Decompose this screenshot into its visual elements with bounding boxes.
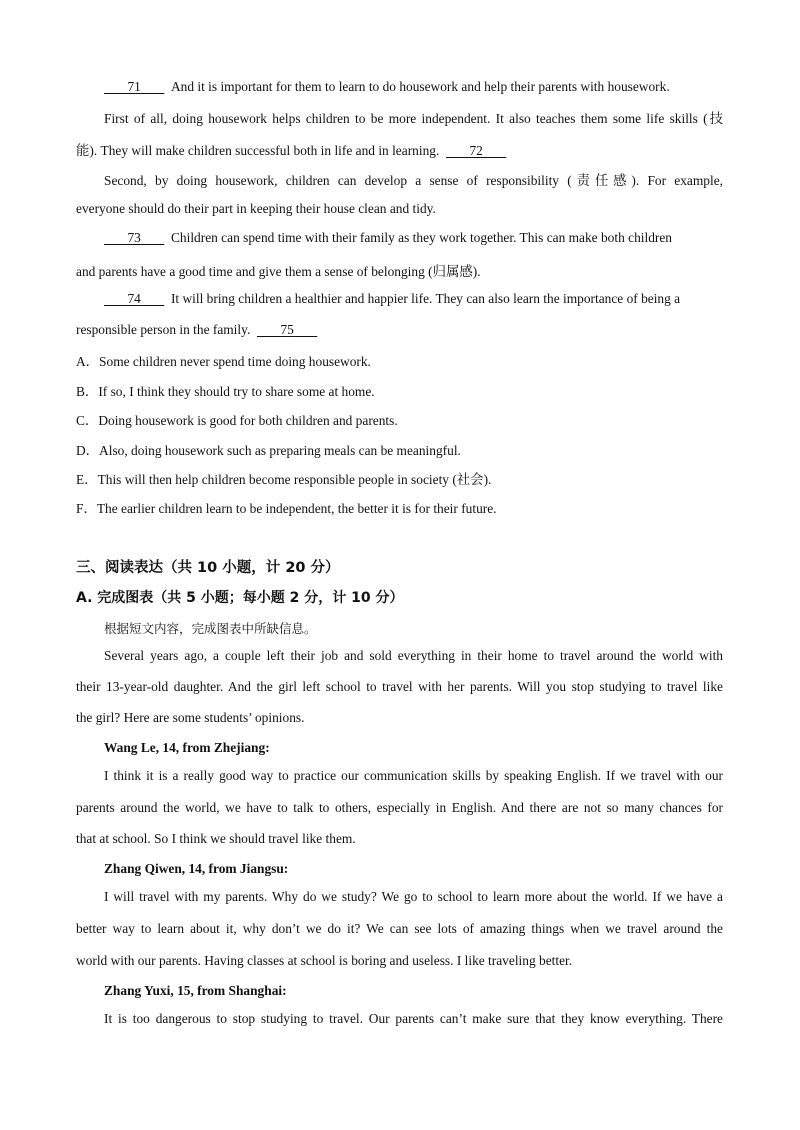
passage-line-75 xyxy=(76,322,317,338)
passage-text: responsible person in the family. xyxy=(76,322,251,337)
reading-line: world with our parents. Having classes at school is boring and useless. I like traveling better. xyxy=(76,953,573,968)
passage-text: It will bring children a healthier and happier life. They can also learn the importance of being a xyxy=(170,291,681,306)
reading-line: their 13-year-old daughter. And the girl left school to travel with her parents. Will you stop studying to travel like xyxy=(76,679,723,694)
reading-line: better way to learn about it, why don’t we do it? We can see lots of amazing things when we travel around the xyxy=(76,921,723,936)
passage-line: and parents have a good time and give them a sense of belonging (归属感). xyxy=(76,264,481,279)
passage-line-72 xyxy=(76,140,506,159)
reading-line: I think it is a really good way to practice our communication skills by speaking English. If we travel with our xyxy=(104,768,723,783)
option-b: B．If so, I think they should try to share some at home. xyxy=(76,384,375,399)
option-a: A．Some children never spend time doing housework. xyxy=(76,354,371,369)
student-name-zhang-qiwen: Zhang Qiwen, 14, from Jiangsu: xyxy=(104,861,289,876)
option-e: E．This will then help children become responsible people in society (社会). xyxy=(76,472,492,487)
reading-line: Several years ago, a couple left their job and sold everything in their home to travel around the world with xyxy=(104,648,723,663)
passage-line-74 xyxy=(104,291,680,307)
answer-blank-71: 71 xyxy=(127,79,141,94)
reading-line: the girl? Here are some students’ opinions. xyxy=(76,710,305,725)
answer-blank-75: 75 xyxy=(280,322,294,337)
student-name-zhang-yuxi: Zhang Yuxi, 15, from Shanghai: xyxy=(104,983,287,998)
passage-text: And it is important for them to learn to do housework and help their parents with housework. xyxy=(170,79,670,94)
student-name-wang-le: Wang Le, 14, from Zhejiang: xyxy=(104,740,270,755)
passage-line-73 xyxy=(104,230,672,246)
option-f: F．The earlier children learn to be independent, the better it is for their future. xyxy=(76,501,497,516)
section-title: 三、阅读表达（共 10 小题，计 20 分） xyxy=(76,560,340,576)
passage-line: everyone should do their part in keeping their house clean and tidy. xyxy=(76,201,436,216)
answer-blank-73: 73 xyxy=(127,230,141,245)
instruction: 根据短文内容，完成图表中所缺信息。 xyxy=(104,621,317,636)
reading-line: I will travel with my parents. Why do we study? We go to school to learn more about the world. If we have a xyxy=(104,889,723,904)
option-d: D．Also, doing housework such as preparing meals can be meaningful. xyxy=(76,443,461,458)
option-c: C．Doing housework is good for both children and parents. xyxy=(76,413,398,428)
answer-blank-72: 72 xyxy=(469,143,483,158)
answer-blank-74: 74 xyxy=(127,291,141,306)
passage-line: First of all, doing housework helps children to be more independent. It also teaches them some life skills (技 xyxy=(104,111,723,126)
passage-text: Children can spend time with their family as they work together. This can make both children xyxy=(170,230,672,245)
reading-line: that at school. So I think we should travel like them. xyxy=(76,831,356,846)
reading-line: parents around the world, we have to talk to others, especially in English. And there are not so many chances for xyxy=(76,800,723,815)
section-subtitle: A. 完成图表（共 5 小题；每小题 2 分，计 10 分） xyxy=(76,590,404,606)
passage-line-71 xyxy=(104,79,670,95)
passage-text: 能). They will make children successful both in life and in learning. xyxy=(76,143,440,158)
reading-line: It is too dangerous to stop studying to travel. Our parents can’t make sure that they know everything. There xyxy=(104,1011,723,1026)
passage-line: Second, by doing housework, children can develop a sense of responsibility (责任感). For example, xyxy=(104,173,723,188)
